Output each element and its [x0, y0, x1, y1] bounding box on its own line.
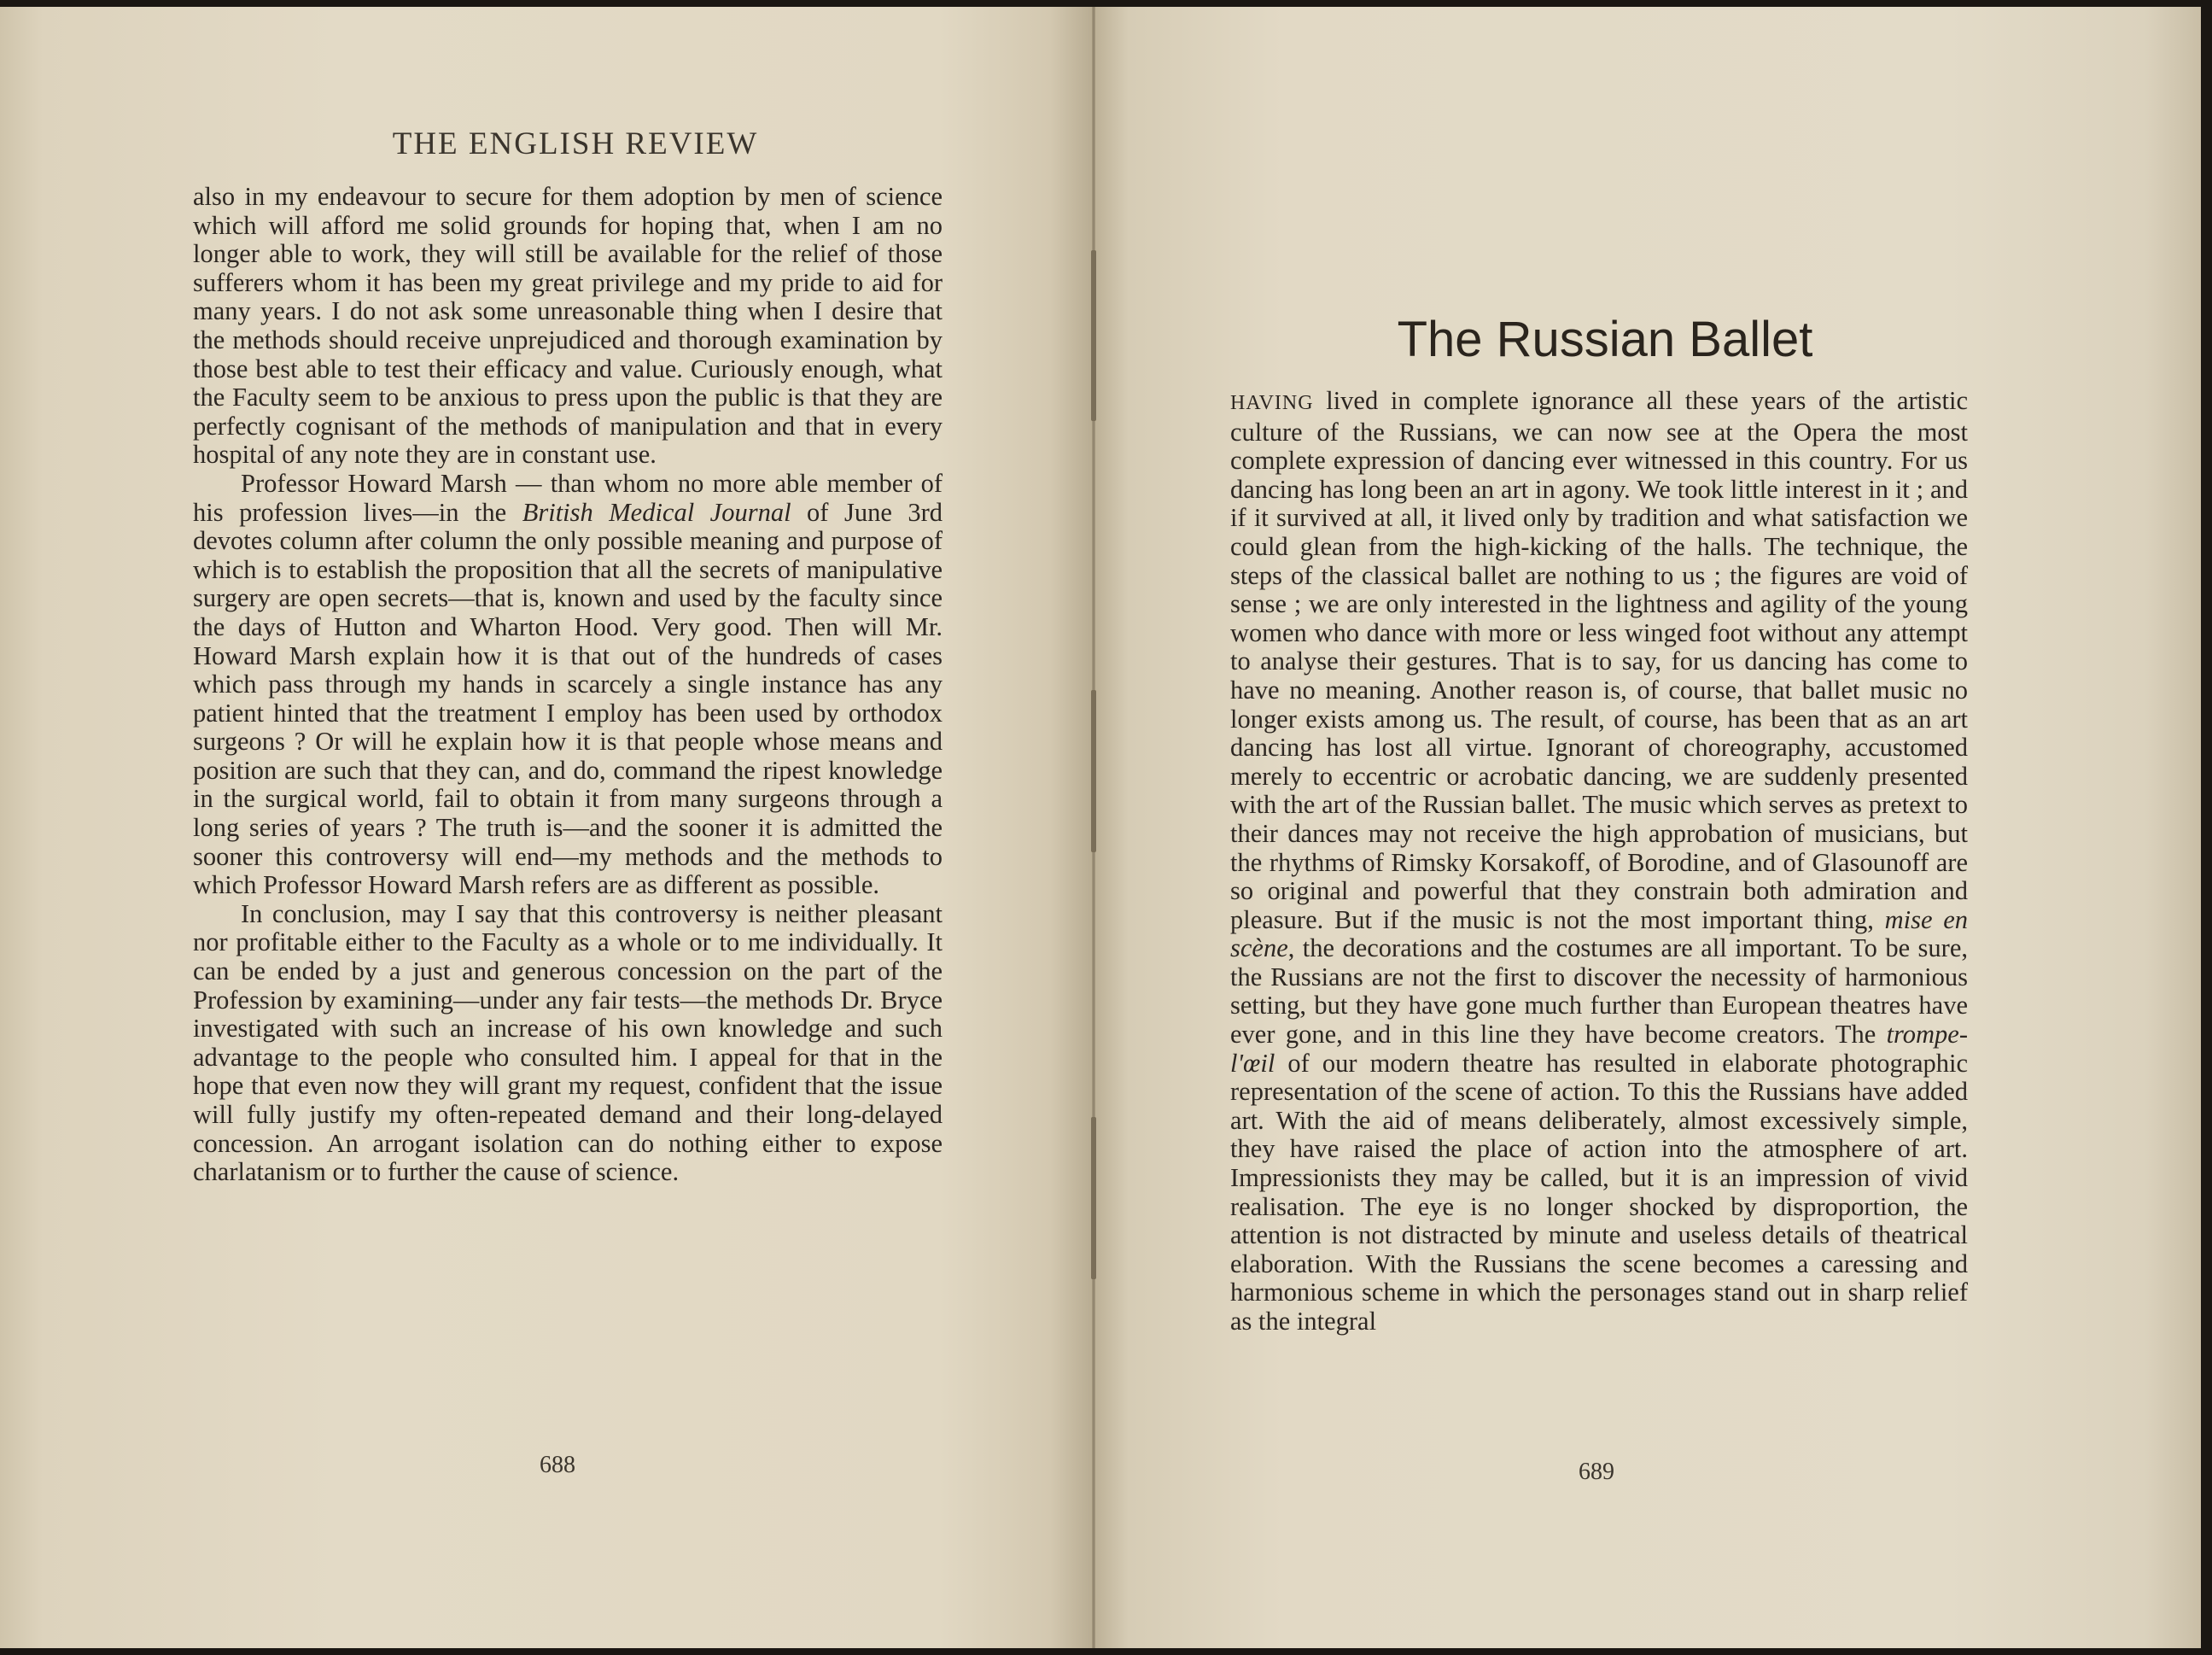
left-paragraph-2-text-a: Professor Howard Marsh — than whom no more able member of his profession lives—in the	[193, 468, 943, 527]
left-paragraph-3	[193, 900, 943, 1187]
left-page	[0, 7, 1094, 1648]
left-page-body	[193, 183, 943, 1187]
article-title: The Russian Ballet	[1397, 312, 1813, 367]
binding-stitch	[1091, 1117, 1096, 1279]
left-paragraph-1-text: also in my endeavour to secure for them adoption by men of science which will afford me solid grounds for hoping that, when I am no longer able to work, they will still be available for the relief of those sufferers whom it has been my great privilege and my pride to aid for many years. I do not ask some unreasonable thing when I desire that the methods should receive unprejudiced and thorough examination by those best able to test their efficacy and value. Curiously enough, what the Faculty seem to be anxious to press upon the public is that they are perfectly cognisant of the methods of manipulation and that in every hospital of any note they are in constant use.	[193, 182, 943, 470]
binding-stitch	[1091, 250, 1096, 421]
italic-trompe-loeil: trompe-l'œil	[1230, 1020, 1968, 1078]
running-head: THE ENGLISH REVIEW	[392, 126, 759, 161]
right-paragraph-1	[1230, 387, 1968, 1336]
right-text-seg-3: of our modern theatre has resulted in elaborate photographic representation of the scene of action. To this the Russians have added art. With the aid of means deliberately, almost excessively simple, they have raised the place of action into the atmosphere of art. Impressionists they may be called, but it is an impression of vivid realisation. The eye is no longer shocked by disproportion, the attention is not distracted by minute and useless details of theatrical elaboration. With the Russians the scene becomes a caressing and harmonious scheme in which the personages stand out in sharp relief as the integral	[1230, 1048, 1968, 1336]
right-text-seg-2: , the decorations and the costumes are all important. To be sure, the Russians are not the first to discover the necessity of harmonious setting, but they have gone much further than European theatres have ever gone, and in this line they have become creators. The	[1230, 933, 1968, 1050]
left-paragraph-2	[193, 470, 943, 900]
left-paragraph-3-text: In conclusion, may I say that this controversy is neither pleasant nor profitable either to the Faculty as a whole or to me individually. It can be ended by a just and generous concession on the part of the Profession by examining—under any fair tests—the methods Dr. Bryce investigated with such an increase of his own knowledge and such advantage to the people who consulted him. I appeal for that in the hope that even now they will grant my request, confident that the issue will fully justify my often-repeated demand and their long-delayed concession. An arrogant isolation can do nothing either to expose charlatanism or to further the cause of science.	[193, 898, 943, 1187]
left-paragraph-1	[193, 183, 943, 470]
binding-stitch	[1091, 690, 1096, 852]
book-spread	[0, 7, 2201, 1648]
journal-title-italic: British Medical Journal	[522, 497, 791, 527]
right-page-body	[1230, 387, 1968, 1336]
left-paragraph-2-text-b: of June 3rd devotes column after column the only possible meaning and purpose of which is to establish the proposition that all the secrets of manipulative surgery are open secrets—that is, known and used by the faculty since the days of Hutton and Wharton Hood. Very good. Then will Mr. Howard Marsh explain how it is that out of the hundreds of cases which pass through my hands in scarcely a single instance has any patient hinted that the treatment I employ has been used by orthodox surgeons ? Or will he explain how it is that people whose means and position are such that they can, and do, command the ripest knowledge in the surgical world, fail to obtain it from many surgeons through a long series of years ? The truth is—and the sooner it is admitted the sooner this controversy will end—my methods and the methods to which Professor Howard Marsh refers are as different as possible.	[193, 497, 943, 900]
right-text-seg-1: lived in complete ignorance all these years of the artistic culture of the Russians, we can now see at the Opera the most complete expression of dancing ever witnessed in this country. For us dancing has long been an art in agony. We took little interest in it ; and if it survived at all, it lived only by tradition and what satisfaction we could glean from the high-kicking of the halls. The technique, the steps of the classical ballet are nothing to us ; the figures are void of sense ; we are only interested in the lightness and agility of the young women who dance with more or less winged foot without any attempt to analyse their gestures. That is to say, for us dancing has come to have no meaning. Another reason is, of course, that ballet music no longer exists among us. The result, of course, has been that as an art dancing has lost all virtue. Ignorant of choreography, accustomed merely to eccentric or acrobatic dancing, we are suddenly presented with the art of the Russian ballet. The music which serves as pretext to their dances may not receive the high approbation of musicians, but the rhythms of Rimsky Korsakoff, of Borodine, and of Glasounoff are so original and powerful that they constrain both admiration and pleasure. But if the music is not the most important thing,	[1230, 386, 1968, 934]
page-number-left: 688	[540, 1452, 575, 1478]
italic-mise-en-scene: mise en scène	[1230, 904, 1968, 963]
page-number-right: 689	[1579, 1459, 1614, 1485]
opening-smallcaps: HAVING	[1230, 392, 1314, 414]
